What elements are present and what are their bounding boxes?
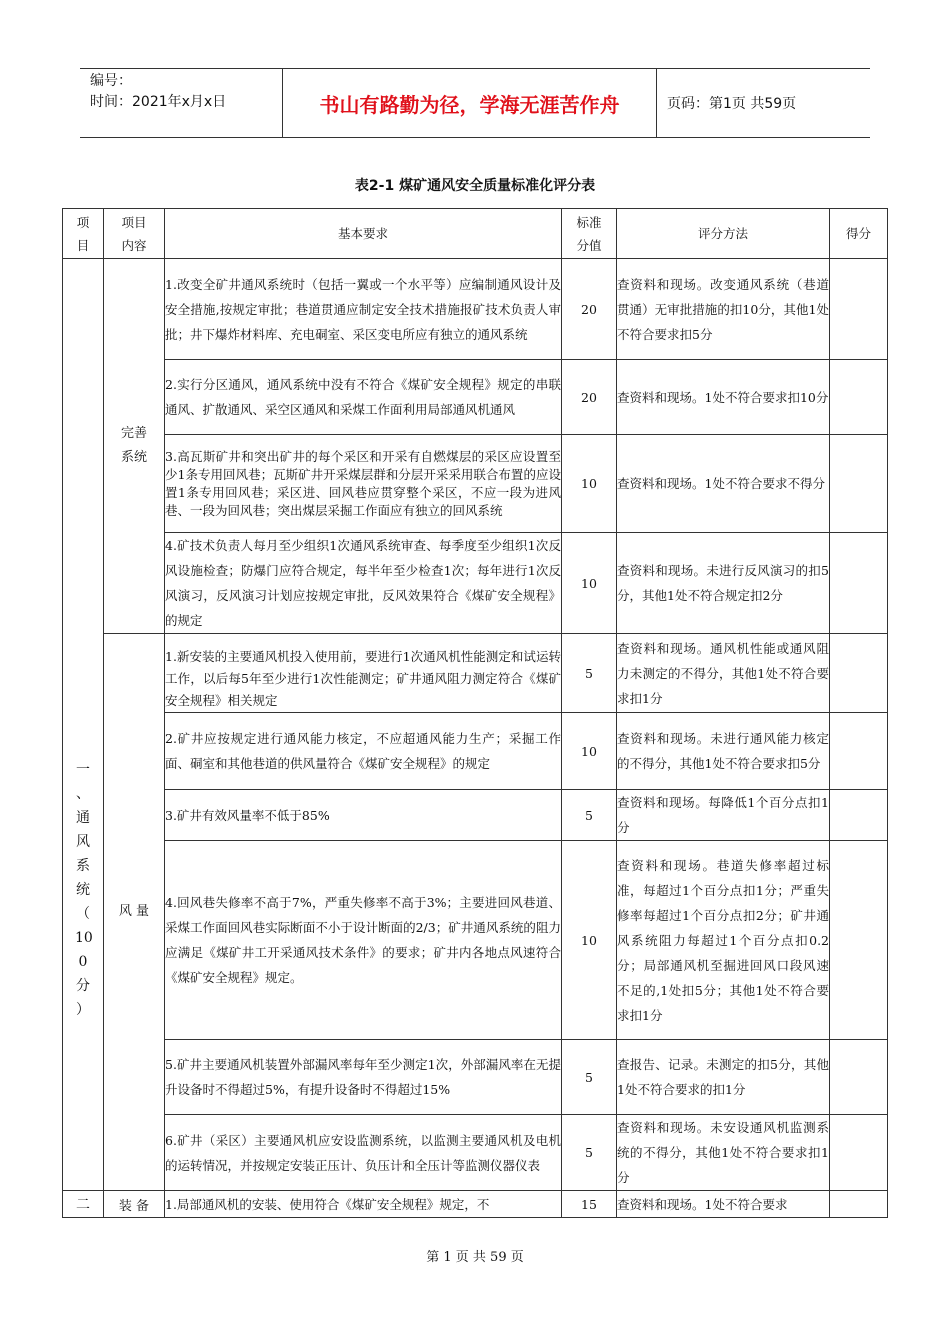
- method-cell: 查资料和现场。巷道失修率超过标准，每超过1个百分点扣1分；严重失修率每超过1个百分点扣2分；矿井通风系统阻力每超过1个百分点扣0.2分；局部通风机至掘进回风口段风速不足的,1处扣5分；其他1处不符合要求扣1分: [617, 841, 830, 1040]
- requirement-cell: 2.矿井应按规定进行通风能力核定，不应超通风能力生产；采掘工作面、硐室和其他巷道的供风量符合《煤矿安全规程》的规定: [165, 713, 562, 790]
- method-cell: 查资料和现场。未安设通风机监测系统的不得分，其他1处不符合要求扣1分: [617, 1115, 830, 1191]
- points-cell: [830, 1040, 888, 1115]
- table-row: [63, 1115, 888, 1191]
- method-cell: 查资料和现场。1处不符合要求不得分: [617, 435, 830, 533]
- document-date-label: 时间：2021年x月x日: [90, 94, 227, 110]
- method-cell: 查报告、记录。未测定的扣5分，其他1处不符合要求的扣1分: [617, 1040, 830, 1115]
- header-meta: [80, 69, 282, 137]
- column-header-method: 评分方法: [617, 209, 830, 259]
- group-equipment-label: 装 备: [104, 1191, 165, 1218]
- table-header-row: [63, 209, 888, 259]
- table-row: [63, 634, 888, 713]
- column-header-content: 项目 内容: [104, 209, 165, 259]
- standard-score-cell: 10: [562, 435, 617, 533]
- table-row: [63, 360, 888, 435]
- requirement-cell: 2.实行分区通风，通风系统中没有不符合《煤矿安全规程》规定的串联通风、扩散通风、采空区通风和采煤工作面利用局部通风机通风: [165, 360, 562, 435]
- table-row: [63, 1040, 888, 1115]
- standard-score-cell: 5: [562, 634, 617, 713]
- method-cell: 查资料和现场。1处不符合要求: [617, 1191, 830, 1218]
- table-row: [63, 435, 888, 533]
- points-cell: [830, 841, 888, 1040]
- column-header-points: 得分: [830, 209, 888, 259]
- standard-score-cell: 10: [562, 713, 617, 790]
- table-row: [63, 790, 888, 841]
- requirement-cell: 3.矿井有效风量率不低于85%: [165, 790, 562, 841]
- points-cell: [830, 1191, 888, 1218]
- table-title: 表2-1 煤矿通风安全质量标准化评分表: [354, 178, 596, 194]
- standard-score-cell: 15: [562, 1191, 617, 1218]
- standard-score-cell: 5: [562, 790, 617, 841]
- table-row: [63, 259, 888, 360]
- method-cell: 查资料和现场。1处不符合要求扣10分: [617, 360, 830, 435]
- section-one-cell: [63, 259, 104, 1191]
- section-two-cell: 二: [63, 1191, 104, 1218]
- header-page-label: 页码：第1页 共59页: [667, 96, 797, 112]
- requirement-cell: 4.回风巷失修率不高于7%，严重失修率不高于3%；主要进回风巷道、采煤工作面回风巷实际断面不小于设计断面的2/3；矿井通风系统的阻力应满足《煤矿井工开采通风技术条件》的要求；矿井内各地点风速符合《煤矿安全规程》规定。: [165, 841, 562, 1040]
- standard-score-cell: 10: [562, 533, 617, 634]
- column-header-item: 项 目: [63, 209, 104, 259]
- document-number-label: 编号：: [90, 73, 132, 89]
- scoring-table: [62, 208, 888, 1218]
- table-row: [63, 533, 888, 634]
- points-cell: [830, 435, 888, 533]
- header-motto: 书山有路勤为径，学海无涯苦作舟: [282, 69, 657, 137]
- table-row: [63, 713, 888, 790]
- method-cell: 查资料和现场。未进行通风能力核定的不得分，其他1处不符合要求扣5分: [617, 713, 830, 790]
- method-cell: 查资料和现场。每降低1个百分点扣1分: [617, 790, 830, 841]
- requirement-cell: 1.改变全矿井通风系统时（包括一翼或一个水平等）应编制通风设计及安全措施,按规定审批；巷道贯通应制定安全技术措施报矿技术负责人审批；井下爆炸材料库、充电硐室、采区变电所应有独立的通风系统: [165, 259, 562, 360]
- requirement-cell: 6.矿井（采区）主要通风机应安设监测系统，以监测主要通风机及电机的运转情况，并按规定安装正压计、负压计和全压计等监测仪器仪表: [165, 1115, 562, 1191]
- table-row: [63, 841, 888, 1040]
- standard-score-cell: 5: [562, 1115, 617, 1191]
- requirement-cell: 1.局部通风机的安装、使用符合《煤矿安全规程》规定，不: [165, 1191, 562, 1218]
- points-cell: [830, 634, 888, 713]
- page-footer: 第 1 页 共 59 页: [426, 1250, 524, 1265]
- requirement-cell: 1.新安装的主要通风机投入使用前，要进行1次通风机性能测定和试运转工作，以后每5年至少进行1次性能测定；矿井通风阻力测定符合《煤矿安全规程》相关规定: [165, 634, 562, 713]
- column-header-standard-score: 标准 分值: [562, 209, 617, 259]
- document-header: [80, 68, 870, 138]
- standard-score-cell: 20: [562, 259, 617, 360]
- group-perfect-system: [104, 259, 165, 634]
- points-cell: [830, 259, 888, 360]
- requirement-cell: 4.矿技术负责人每月至少组织1次通风系统审查、每季度至少组织1次反风设施检查；防爆门应符合规定，每半年至少检查1次；每年进行1次反风演习，反风演习计划应按规定审批，反风效果符合《煤矿安全规程》的规定: [165, 533, 562, 634]
- column-header-requirement: 基本要求: [165, 209, 562, 259]
- group-air-volume-label: 风 量: [118, 904, 150, 919]
- points-cell: [830, 360, 888, 435]
- section-one-label: 一 、 通 风 系 统 （ 10 0 分 ）: [75, 761, 93, 1018]
- group-air-volume: [104, 634, 165, 1191]
- points-cell: [830, 713, 888, 790]
- table-row: [63, 1191, 888, 1218]
- method-cell: 查资料和现场。通风机性能或通风阻力未测定的不得分，其他1处不符合要求扣1分: [617, 634, 830, 713]
- points-cell: [830, 1115, 888, 1191]
- standard-score-cell: 20: [562, 360, 617, 435]
- group-perfect-system-label: 完善系统: [120, 426, 147, 465]
- standard-score-cell: 10: [562, 841, 617, 1040]
- requirement-cell: 5.矿井主要通风机装置外部漏风率每年至少测定1次，外部漏风率在无提升设备时不得超过5%，有提升设备时不得超过15%: [165, 1040, 562, 1115]
- method-cell: 查资料和现场。未进行反风演习的扣5分，其他1处不符合规定扣2分: [617, 533, 830, 634]
- standard-score-cell: 5: [562, 1040, 617, 1115]
- method-cell: 查资料和现场。改变通风系统（巷道贯通）无审批措施的扣10分，其他1处不符合要求扣5分: [617, 259, 830, 360]
- points-cell: [830, 790, 888, 841]
- requirement-cell: 3.高瓦斯矿井和突出矿井的每个采区和开采有自燃煤层的采区应设置至少1条专用回风巷；瓦斯矿井开采煤层群和分层开采采用联合布置的应设置1条专用回风巷；采区进、回风巷应贯穿整个采区，不应一段为进风巷、一段为回风巷；突出煤层采掘工作面应有独立的回风系统: [165, 435, 562, 533]
- points-cell: [830, 533, 888, 634]
